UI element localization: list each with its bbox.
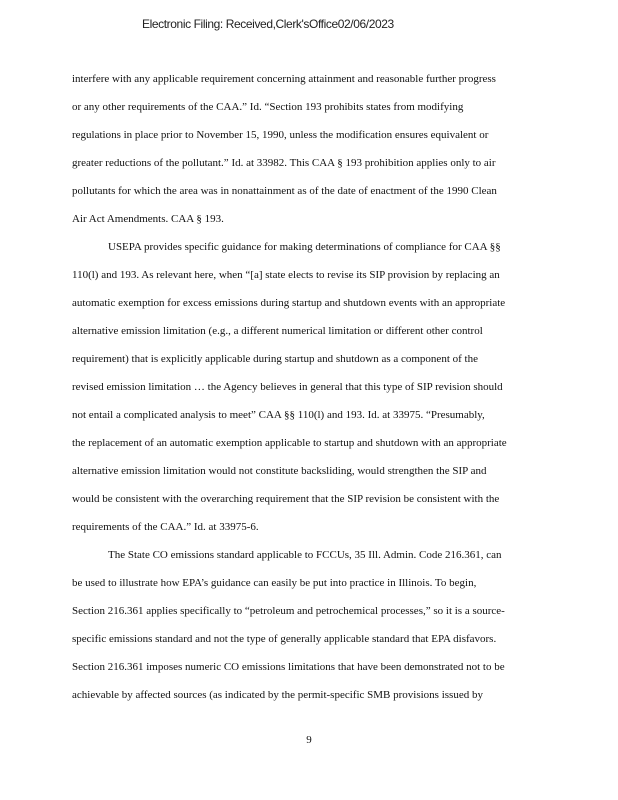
paragraph-first-line: USEPA provides specific guidance for making determinations of compliance for CAA §§ — [108, 241, 501, 253]
body-line: requirement) that is explicitly applicable during startup and shutdown as a component of the — [72, 353, 478, 365]
body-line: or any other requirements of the CAA.” Id. “Section 193 prohibits states from modifying — [72, 101, 464, 113]
body-line: interfere with any applicable requirement concerning attainment and reasonable further progress — [72, 73, 496, 85]
body-line: be used to illustrate how EPA’s guidance can easily be put into practice in Illinois. To begin, — [72, 577, 477, 589]
body-line: revised emission limitation … the Agency believes in general that this type of SIP revision should — [72, 381, 503, 393]
body-line: pollutants for which the area was in nonattainment as of the date of enactment of the 1990 Clean — [72, 185, 497, 197]
body-line: specific emissions standard and not the type of generally applicable standard that EPA disfavors. — [72, 633, 497, 645]
body-line: automatic exemption for excess emissions during startup and shutdown events with an appropriate — [72, 297, 506, 309]
page-number: 9 — [306, 734, 312, 746]
body-line: Section 216.361 imposes numeric CO emissions limitations that have been demonstrated not to be — [72, 661, 505, 673]
body-line: requirements of the CAA.” Id. at 33975-6. — [72, 521, 259, 533]
body-line: achievable by affected sources (as indicated by the permit-specific SMB provisions issued by — [72, 689, 483, 701]
body-line: Section 216.361 applies specifically to “petroleum and petrochemical processes,” so it is a source- — [72, 605, 505, 617]
paragraph-first-line: The State CO emissions standard applicable to FCCUs, 35 Ill. Admin. Code 216.361, can — [108, 549, 502, 561]
body-line: alternative emission limitation would not constitute backsliding, would strengthen the SIP and — [72, 465, 487, 477]
filing-stamp-header: Electronic Filing: Received,Clerk'sOffice02/06/2023 — [142, 17, 394, 31]
body-line: Air Act Amendments. CAA § 193. — [72, 213, 224, 225]
body-line: would be consistent with the overarching requirement that the SIP revision be consistent with the — [72, 493, 500, 505]
body-line: 110(l) and 193. As relevant here, when “[a] state elects to revise its SIP provision by replacing an — [72, 269, 500, 281]
body-line: not entail a complicated analysis to meet” CAA §§ 110(l) and 193. Id. at 33975. “Presumably, — [72, 409, 485, 421]
body-line: alternative emission limitation (e.g., a different numerical limitation or different other control — [72, 325, 483, 337]
body-line: the replacement of an automatic exemption applicable to startup and shutdown with an appropriate — [72, 437, 507, 449]
body-line: greater reductions of the pollutant.” Id. at 33982. This CAA § 193 prohibition applies only to air — [72, 157, 496, 169]
body-line: regulations in place prior to November 15, 1990, unless the modification ensures equivalent or — [72, 129, 489, 141]
